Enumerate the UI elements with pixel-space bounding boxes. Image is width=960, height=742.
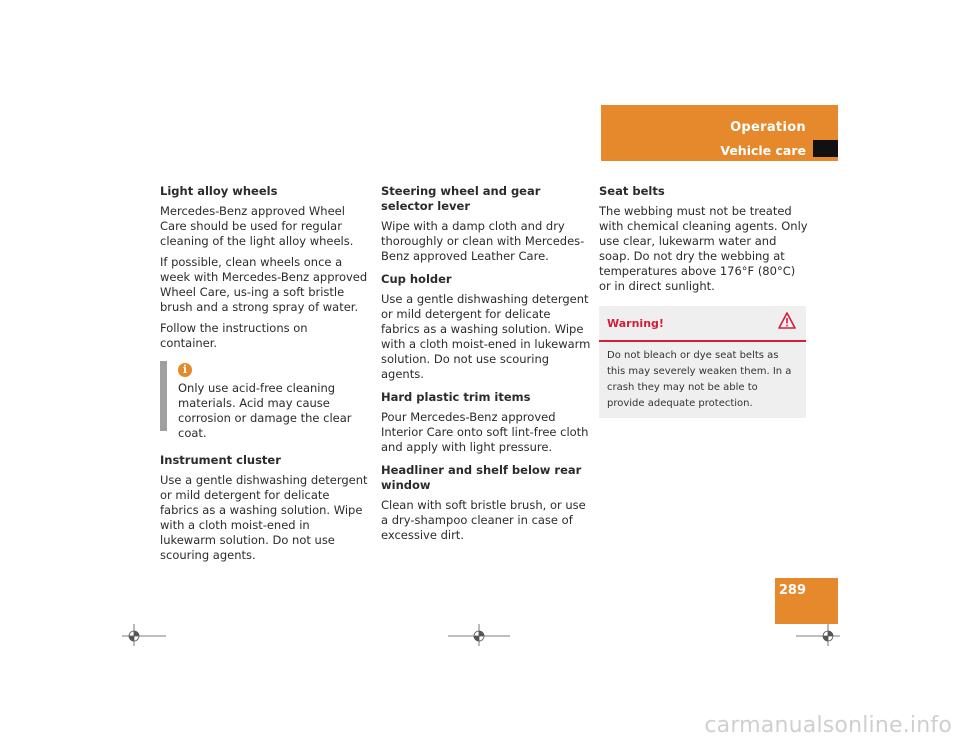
info-icon: i <box>178 363 192 377</box>
page-number: 289 <box>778 583 806 598</box>
header-marker-block <box>813 140 838 157</box>
page-number-tab <box>775 578 838 624</box>
paragraph: Pour Mercedes-Benz approved Interior Care onto soft lint-free cloth and apply with light pressure. <box>381 410 589 454</box>
heading-steering-wheel: Steering wheel and gear selector lever <box>381 184 541 213</box>
warning-box <box>599 306 806 418</box>
info-note <box>160 361 368 443</box>
heading-hard-plastic-trim: Hard plastic trim items <box>381 390 531 404</box>
heading-light-alloy-wheels: Light alloy wheels <box>160 184 278 198</box>
note-bar <box>160 361 167 431</box>
section-title: Operation <box>730 120 806 135</box>
paragraph: Use a gentle dishwashing detergent or mild detergent for delicate fabrics as a washing solution. Wipe with a cloth moist-ened in lukewarm solution. Do not use scouring agents. <box>160 473 368 562</box>
registration-mark-icon <box>122 624 166 646</box>
paragraph: Clean with soft bristle brush, or use a dry-shampoo cleaner in case of excessive dirt. <box>381 498 586 542</box>
heading-cup-holder: Cup holder <box>381 272 452 286</box>
warning-title: Warning! <box>607 317 664 330</box>
paragraph: Mercedes-Benz approved Wheel Care should be used for regular cleaning of the light alloy wheels. <box>160 204 354 248</box>
paragraph: Follow the instructions on container. <box>160 321 308 350</box>
column-2 <box>381 184 591 549</box>
paragraph: The webbing must not be treated with chemical cleaning agents. Only use clear, lukewarm water and soap. Do not dry the webbing at temperatures above 176°F (80°C) or in direct sunlight. <box>599 204 808 293</box>
heading-seat-belts: Seat belts <box>599 184 665 198</box>
paragraph: Use a gentle dishwashing detergent or mild detergent for delicate fabrics as a washing solution. Wipe with a cloth moist-ened in lukewarm solution. Do not use scouring agents. <box>381 292 591 381</box>
paragraph: Wipe with a damp cloth and dry thoroughly or clean with Mercedes-Benz approved Leather Care. <box>381 219 585 263</box>
heading-headliner: Headliner and shelf below rear window <box>381 463 582 492</box>
warning-header <box>599 306 806 342</box>
heading-instrument-cluster: Instrument cluster <box>160 453 281 467</box>
watermark: carmanualsonline.info <box>704 713 952 738</box>
warning-triangle-icon <box>778 312 796 333</box>
header-band <box>601 105 838 161</box>
column-1 <box>160 184 368 569</box>
paragraph: If possible, clean wheels once a week with Mercedes-Benz approved Wheel Care, us-ing a soft bristle brush and a strong spray of water. <box>160 255 368 314</box>
column-3 <box>599 184 809 418</box>
warning-text: Do not bleach or dye seat belts as this may severely weaken them. In a crash they may not be able to provide adequate protection. <box>607 350 792 409</box>
registration-mark-icon <box>448 624 510 646</box>
note-text: Only use acid-free cleaning materials. Acid may cause corrosion or damage the clear coat. <box>178 381 352 440</box>
subsection-title: Vehicle care <box>720 143 806 158</box>
registration-mark-icon <box>796 624 840 646</box>
